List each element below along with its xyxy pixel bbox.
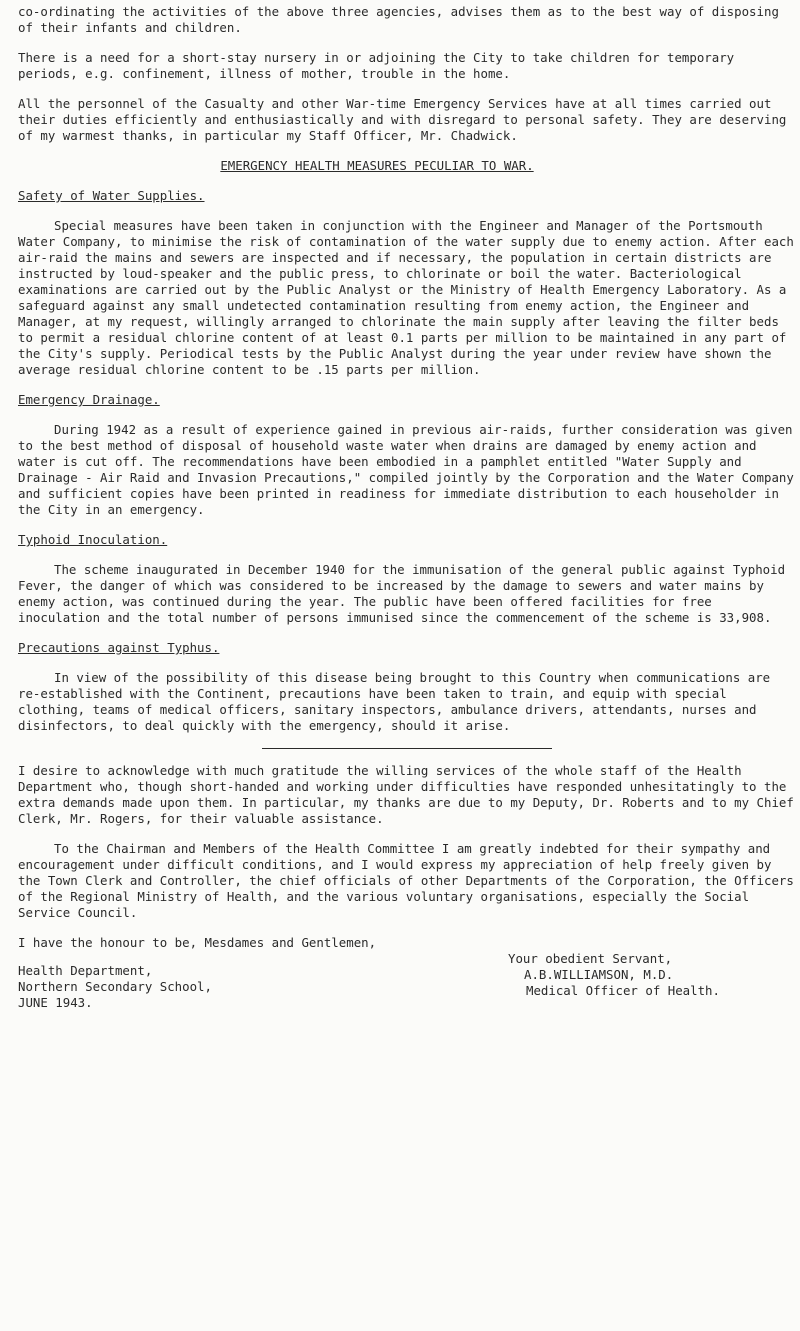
body-typhus-precautions: In view of the possibility of this disease being brought to this Country when communications are re-established with the Continent, precautions have been taken to train, and equip with special clothing, teams of medical officers, sanitary inspectors, ambulance drivers, attendants, nurses and disinfectors, to deal quickly with the emergency, should it arise. (18, 670, 771, 733)
heading-emergency-drainage: Emergency Drainage. (18, 392, 160, 407)
document-page (18, 4, 796, 1031)
signatory-title: Medical Officer of Health. (526, 983, 720, 998)
intro-paragraph: co-ordinating the activities of the above three agencies, advises them as to the best way of disposing of their infants and children. (18, 4, 779, 35)
paragraph-personnel: All the personnel of the Casualty and other War-time Emergency Services have at all times carried out their duties efficiently and enthusiastically and with disregard to personal safety. They are deserving of my warmest thanks, in particular my Staff Officer, Mr. Chadwick. (18, 96, 787, 143)
section-title: EMERGENCY HEALTH MEASURES PECULIAR TO WAR. (220, 158, 534, 173)
signatory-name: A.B.WILLIAMSON, M.D. (524, 967, 674, 982)
report-date: JUNE 1943. (18, 995, 93, 1010)
acknowledgement-staff: I desire to acknowledge with much gratitude the willing services of the whole staff of the Health Department who, though short-handed and working under difficulties have responded unhesitatingly to the extra demands made upon them. In particular, my thanks are due to my Deputy, Dr. Roberts and to my Chief Clerk, Mr. Rogers, for their valuable assistance. (18, 763, 794, 826)
address-line-2: Northern Secondary School, (18, 979, 212, 994)
valediction: Your obedient Servant, (508, 951, 673, 966)
signatory-block (508, 951, 720, 999)
heading-water-supplies: Safety of Water Supplies. (18, 188, 205, 203)
signature-block (18, 951, 796, 1031)
paragraph-nursery: There is a need for a short-stay nursery in or adjoining the City to take children for temporary periods, e.g. confinement, illness of mother, trouble in the home. (18, 50, 735, 81)
body-water-supplies: Special measures have been taken in conjunction with the Engineer and Manager of the Portsmouth Water Company, to minimise the risk of contamination of the water supply due to enemy action. After each air-raid the mains and sewers are inspected and if necessary, the population in certain districts are instructed by loud-speaker and the public press, to chlorinate or boil the water. Bacteriological examinations are carried out by the Public Analyst or the Ministry of Health Emergency Laboratory. As a safeguard against any small undetected contamination resulting from enemy action, the Engineer and Manager, at my request, willingly arranged to chlorinate the main supply after leaving the filter beds to permit a residual chlorine content of at least 0.1 parts per million to be maintained in any part of the City's supply. Periodical tests by the Public Analyst during the year under review have shown the average residual chlorine content to be .15 parts per million. (18, 218, 794, 377)
heading-typhoid-inoculation: Typhoid Inoculation. (18, 532, 168, 547)
address-block (18, 963, 212, 1011)
address-line-1: Health Department, (18, 963, 153, 978)
heading-typhus-precautions: Precautions against Typhus. (18, 640, 220, 655)
closing-salutation: I have the honour to be, Mesdames and Gentlemen, (18, 935, 377, 950)
section-divider (262, 748, 552, 749)
acknowledgement-committee: To the Chairman and Members of the Health Committee I am greatly indebted for their sympathy and encouragement under difficult conditions, and I would express my appreciation of help freely given by the Town Clerk and Controller, the chief officials of other Departments of the Corporation, the Officers of the Regional Ministry of Health, and the various voluntary organisations, especially the Social Service Council. (18, 841, 794, 920)
body-typhoid-inoculation: The scheme inaugurated in December 1940 for the immunisation of the general public against Typhoid Fever, the danger of which was considered to be increased by the damage to sewers and water mains by enemy action, was continued during the year. The public have been offered facilities for free inoculation and the total number of persons immunised since the commencement of the scheme is 33,908. (18, 562, 786, 625)
body-emergency-drainage: During 1942 as a result of experience gained in previous air-raids, further consideration was given to the best method of disposal of household waste water when drains are damaged by enemy action and water is cut off. The recommendations have been embodied in a pamphlet entitled "Water Supply and Drainage - Air Raid and Invasion Precautions," compiled jointly by the Corporation and the Water Company and sufficient copies have been printed in readiness for immediate distribution to each householder in the City in an emergency. (18, 422, 794, 517)
